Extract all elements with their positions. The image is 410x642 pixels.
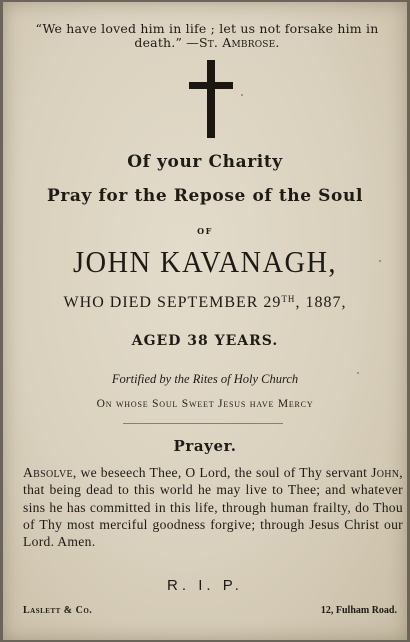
divider [123,423,283,424]
heading-of: OF [197,226,213,236]
speck [357,372,359,374]
rip: R. I. P. [167,577,243,594]
prayer-name: John [371,465,400,480]
date-of-death [3,294,407,312]
deceased-name: JOHN KAVANAGH, [73,244,337,279]
prayer-title: Prayer. [173,437,237,455]
died-prefix: WHO DIED SEPTEMBER 29 [63,294,282,311]
speck [241,94,243,96]
mercy-line: On whose Soul Sweet Jesus have Mercy [96,398,314,410]
heading-pray: Pray for the Repose of the Soul [46,186,364,206]
quote-attribution: —St. Ambrose. [186,35,280,50]
age-at-death: AGED 38 YEARS. [131,333,279,349]
quote-text: “We have loved him in life ; let us not forsake him in death.” [35,21,379,50]
died-year: , 1887, [295,294,347,311]
ambrose-quote [27,22,387,50]
prayer-part1: , we beseech Thee, O Lord, the soul of Thy servant [72,465,372,480]
prayer-part2: , that being dead to this world he may live to Thee; and whatever sins he has committed in this life, through human frailty, do Thou of Thy most merciful goodness forgive; through Jesus Christ our Lord. Amen. [23,465,403,550]
prayer-first-word: Absolve [23,465,73,480]
fortified-line: Fortified by the Rites of Holy Church [111,372,299,386]
died-ordinal: TH [281,294,296,304]
memorial-card [3,2,407,640]
prayer-text [23,464,403,550]
printer-address: 12, Fulham Road. [320,605,397,616]
cross-icon [189,60,233,138]
heading-charity: Of your Charity [127,152,283,172]
speck [379,260,381,262]
printer-name: Laslett & Co. [23,605,93,616]
